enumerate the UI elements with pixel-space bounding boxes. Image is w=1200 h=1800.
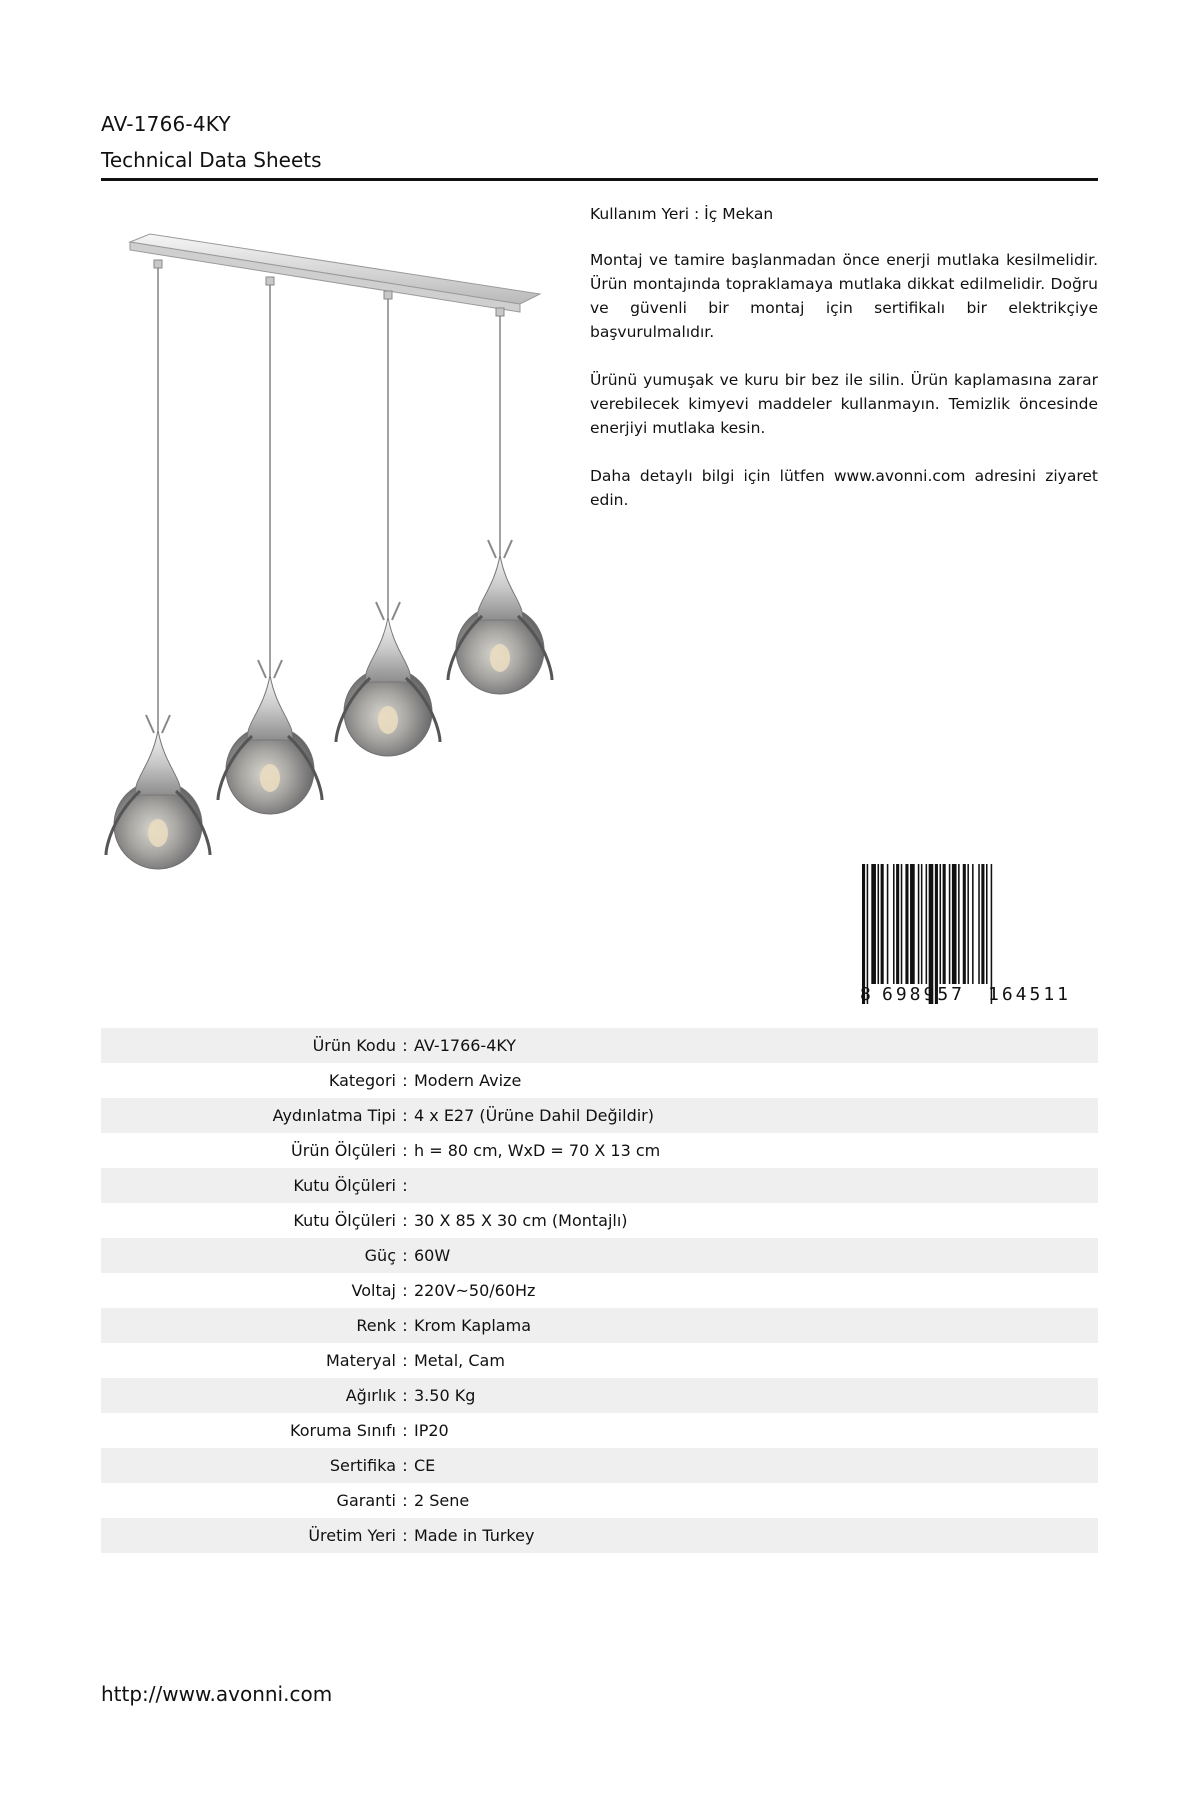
- spec-value: AV-1766-4KY: [414, 1036, 517, 1055]
- spec-value: 2 Sene: [414, 1491, 470, 1510]
- barcode-bar: [881, 864, 884, 984]
- spec-value: Modern Avize: [414, 1071, 522, 1090]
- spec-label: Kutu Ölçüleri: [293, 1176, 396, 1195]
- spec-row: [101, 1308, 1098, 1343]
- spec-row: [101, 1063, 1098, 1098]
- barcode-bar: [952, 864, 957, 984]
- spec-row: [101, 1483, 1098, 1518]
- barcode-bar: [958, 864, 960, 984]
- spec-value: Made in Turkey: [414, 1526, 535, 1545]
- barcode-bar: [867, 864, 869, 1004]
- spec-separator: :: [402, 1316, 408, 1335]
- barcode-bar: [918, 864, 920, 984]
- spec-separator: :: [402, 1421, 408, 1440]
- spec-label: Materyal: [325, 1351, 396, 1370]
- barcode-bar: [991, 864, 993, 1004]
- spec-label: Güç: [364, 1246, 396, 1265]
- spec-row: [101, 1273, 1098, 1308]
- spec-label: Ürün Kodu: [312, 1036, 396, 1055]
- barcode-bar: [921, 864, 923, 984]
- pendant-lamp: [218, 277, 322, 814]
- spec-separator: :: [402, 1386, 408, 1405]
- spec-label: Kutu Ölçüleri: [293, 1211, 396, 1230]
- spec-row: [101, 1168, 1098, 1203]
- spec-label: Garanti: [336, 1491, 396, 1510]
- spec-label: Aydınlatma Tipi: [272, 1106, 396, 1125]
- spec-row: [101, 1448, 1098, 1483]
- spec-table: [101, 1028, 1098, 1553]
- spec-value: Metal, Cam: [414, 1351, 505, 1370]
- barcode-bar: [935, 864, 938, 1004]
- spec-label: Koruma Sınıfı: [290, 1421, 396, 1440]
- spec-separator: :: [402, 1351, 408, 1370]
- barcode-bar: [878, 864, 880, 984]
- spec-separator: :: [402, 1176, 408, 1195]
- spec-label: Ağırlık: [345, 1386, 396, 1405]
- spec-value: IP20: [414, 1421, 449, 1440]
- spec-value: 3.50 Kg: [414, 1386, 476, 1405]
- barcode-group-1: 698957: [882, 984, 966, 1004]
- header-divider: [101, 178, 1098, 181]
- spec-value: 4 x E27 (Ürüne Dahil Değildir): [414, 1106, 654, 1125]
- usage-line: Kullanım Yeri : İç Mekan: [590, 205, 774, 223]
- barcode-bar: [929, 864, 934, 1004]
- barcode-bar: [949, 864, 951, 984]
- spec-label: Renk: [356, 1316, 396, 1335]
- barcode-bar: [978, 864, 980, 984]
- spec-row: [101, 1028, 1098, 1063]
- spec-value: 60W: [414, 1246, 451, 1265]
- spec-separator: :: [402, 1456, 408, 1475]
- spec-row: [101, 1378, 1098, 1413]
- product-code-title: AV-1766-4KY: [101, 112, 231, 136]
- barcode-bar: [963, 864, 966, 984]
- info-text-column: [590, 202, 1098, 536]
- pendant-lamp: [336, 291, 440, 756]
- spec-value: 30 X 85 X 30 cm (Montajlı): [414, 1211, 628, 1230]
- spec-row: [101, 1133, 1098, 1168]
- spec-separator: :: [402, 1246, 408, 1265]
- barcode-bar: [910, 864, 915, 984]
- barcode-bar: [893, 864, 895, 984]
- barcode-bar: [901, 864, 903, 984]
- barcode-bar: [926, 864, 928, 984]
- barcode-bar: [887, 864, 889, 984]
- spec-separator: :: [402, 1071, 408, 1090]
- spec-separator: :: [402, 1036, 408, 1055]
- spec-separator: :: [402, 1491, 408, 1510]
- spec-row: [101, 1343, 1098, 1378]
- safety-paragraph: Montaj ve tamire başlanmadan önce enerji mutlaka kesilmelidir. Ürün montajında topraklamaya mutlaka dikkat edilmelidir. Doğru ve güvenli bir montaj için sertifikalı bir elektrikçiye başvurulmalıdır.: [590, 251, 1098, 341]
- spec-separator: :: [402, 1106, 408, 1125]
- spec-separator: :: [402, 1211, 408, 1230]
- spec-label: Ürün Ölçüleri: [291, 1141, 396, 1160]
- pendant-lamp: [106, 260, 210, 869]
- footer-url: http://www.avonni.com: [101, 1682, 333, 1706]
- spec-value: h = 80 cm, WxD = 70 X 13 cm: [414, 1141, 661, 1160]
- barcode-bar: [940, 864, 942, 984]
- page-subtitle: Technical Data Sheets: [101, 148, 322, 172]
- barcode-bar: [871, 864, 876, 984]
- spec-label: Voltaj: [351, 1281, 396, 1300]
- spec-label: Sertifika: [329, 1456, 396, 1475]
- barcode-bar: [967, 864, 969, 984]
- barcode-digit-first: 8: [860, 984, 871, 1004]
- barcode-bar: [972, 864, 974, 984]
- barcode-bar: [896, 864, 899, 984]
- barcode: [858, 864, 1098, 1004]
- cleaning-paragraph: Ürünü yumuşak ve kuru bir bez ile silin. Ürün kaplamasına zarar verebilecek kimyevi maddeler kullanmayın. Temizlik öncesinde enerjiyi mutlaka kesin.: [590, 371, 1098, 437]
- product-image: [100, 230, 580, 930]
- spec-label: Kategori: [328, 1071, 396, 1090]
- spec-value: CE: [414, 1456, 436, 1475]
- barcode-bar: [943, 864, 946, 984]
- barcode-group-2: 164511: [988, 984, 1072, 1004]
- barcode-bar: [905, 864, 908, 984]
- barcode-bar: [986, 864, 988, 984]
- spec-row: [101, 1518, 1098, 1553]
- barcode-bar: [981, 864, 984, 984]
- pendant-lamp: [448, 308, 552, 694]
- spec-separator: :: [402, 1526, 408, 1545]
- spec-separator: :: [402, 1281, 408, 1300]
- website-paragraph: Daha detaylı bilgi için lütfen www.avonni.com adresini ziyaret edin.: [590, 467, 1098, 509]
- spec-row: [101, 1203, 1098, 1238]
- barcode-bar: [862, 864, 865, 1004]
- spec-label: Üretim Yeri: [308, 1526, 396, 1545]
- spec-value: 220V~50/60Hz: [414, 1281, 536, 1300]
- spec-row: [101, 1238, 1098, 1273]
- spec-separator: :: [402, 1141, 408, 1160]
- spec-row: [101, 1098, 1098, 1133]
- spec-row: [101, 1413, 1098, 1448]
- spec-value: Krom Kaplama: [414, 1316, 531, 1335]
